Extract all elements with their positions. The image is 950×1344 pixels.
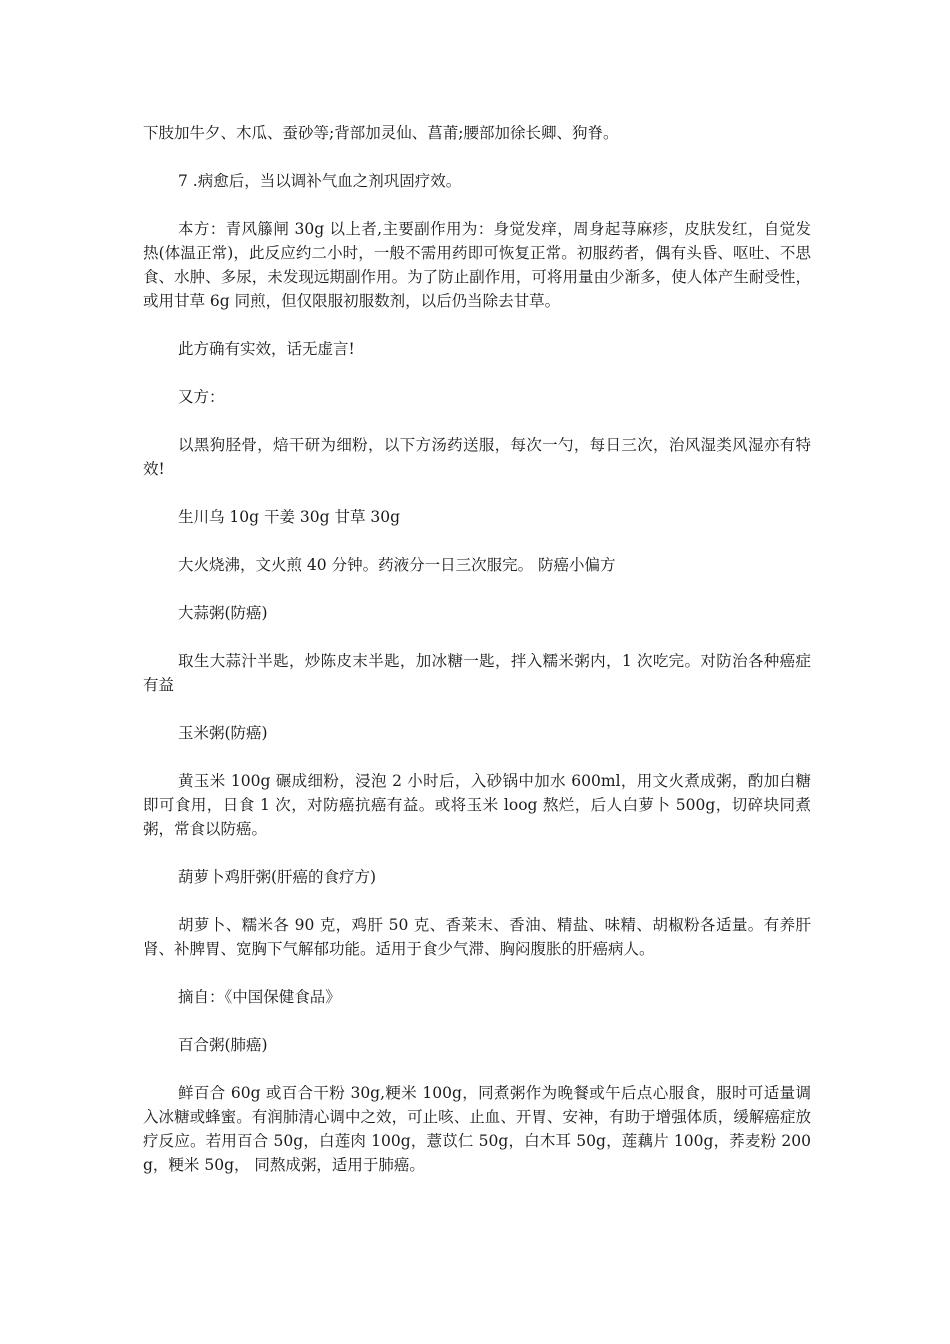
paragraph-8: 大火烧沸，文火煎 40 分钟。药液分一日三次服完。 防癌小偏方 xyxy=(178,556,616,574)
paragraph-14: 胡萝卜、糯米各 90 克，鸡肝 50 克、香莱末、香油、精盐、味精、胡椒粉各适量。有养肝肾、补脾胃、宽胸下气解郁功能。适用于食少气滞、胸闷腹胀的肝癌病人。 xyxy=(143,916,811,958)
paragraph-1: 下肢加牛夕、木瓜、蚕砂等;背部加灵仙、菖莆;腰部加徐长卿、狗脊。 xyxy=(143,124,619,142)
paragraph-17: 鲜百合 60g 或百合干粉 30g,粳米 100g，同煮粥作为晚餐或午后点心服食，服时可适量调入冰糖或蜂蜜。有润肺清心调中之效，可止咳、止血、开胃、安神，有助于增强体质，缓解癌症放疗反应。若用百合 50g，白莲肉 100g，薏苡仁 50g，白木耳 50g，莲藕片 100g，荞麦粉 200g，粳米 50g， 同熬成粥，适用于肺癌。 xyxy=(143,1084,811,1174)
paragraph-12: 黄玉米 100g 碾成细粉，浸泡 2 小时后，入砂锅中加水 600ml，用文火煮成粥，酌加白糖即可食用，日食 1 次，对防癌抗癌有益。或将玉米 loog 熬烂，后人白萝卜 500g，切碎块同煮粥，常食以防癌。 xyxy=(143,772,811,838)
paragraph-4: 此方确有实效，话无虚言! xyxy=(178,340,355,358)
document-page xyxy=(143,121,811,1201)
recipe-title-garlic: 大蒜粥(防癌) xyxy=(178,604,268,622)
paragraph-10: 取生大蒜汁半匙，炒陈皮末半匙，加冰糖一匙，拌入糯米粥内，1 次吃完。对防治各种癌症有益 xyxy=(143,652,811,694)
paragraph-3: 本方：青风籐闸 30g 以上者,主要副作用为：身觉发痒，周身起荨麻疹，皮肤发红，自觉发热(体温正常)，此反应约二小时，一般不需用药即可恢复正常。初服药者，偶有头昏、呕吐、不思食、水肿、多尿，未发现远期副作用。为了防止副作用，可将用量由少渐多，使人体产生耐受性，或用甘草 6g 同煎，但仅限服初服数剂，以后仍当除去甘草。 xyxy=(143,220,811,310)
paragraph-2: 7 .病愈后，当以调补气血之剂巩固疗效。 xyxy=(178,172,462,190)
source-citation: 摘自：《中国保健食品》 xyxy=(178,988,341,1006)
paragraph-5: 又方： xyxy=(178,388,225,406)
recipe-title-lily: 百合粥(肺癌) xyxy=(178,1036,268,1054)
paragraph-7: 生川乌 10g 干姜 30g 甘草 30g xyxy=(178,508,401,526)
recipe-title-corn: 玉米粥(防癌) xyxy=(178,724,268,742)
paragraph-6: 以黑狗胫骨，焙干研为细粉，以下方汤药送服，每次一勺，每日三次，治风湿类风湿亦有特效! xyxy=(143,436,811,478)
recipe-title-carrot: 葫萝卜鸡肝粥(肝癌的食疗方) xyxy=(178,868,377,886)
